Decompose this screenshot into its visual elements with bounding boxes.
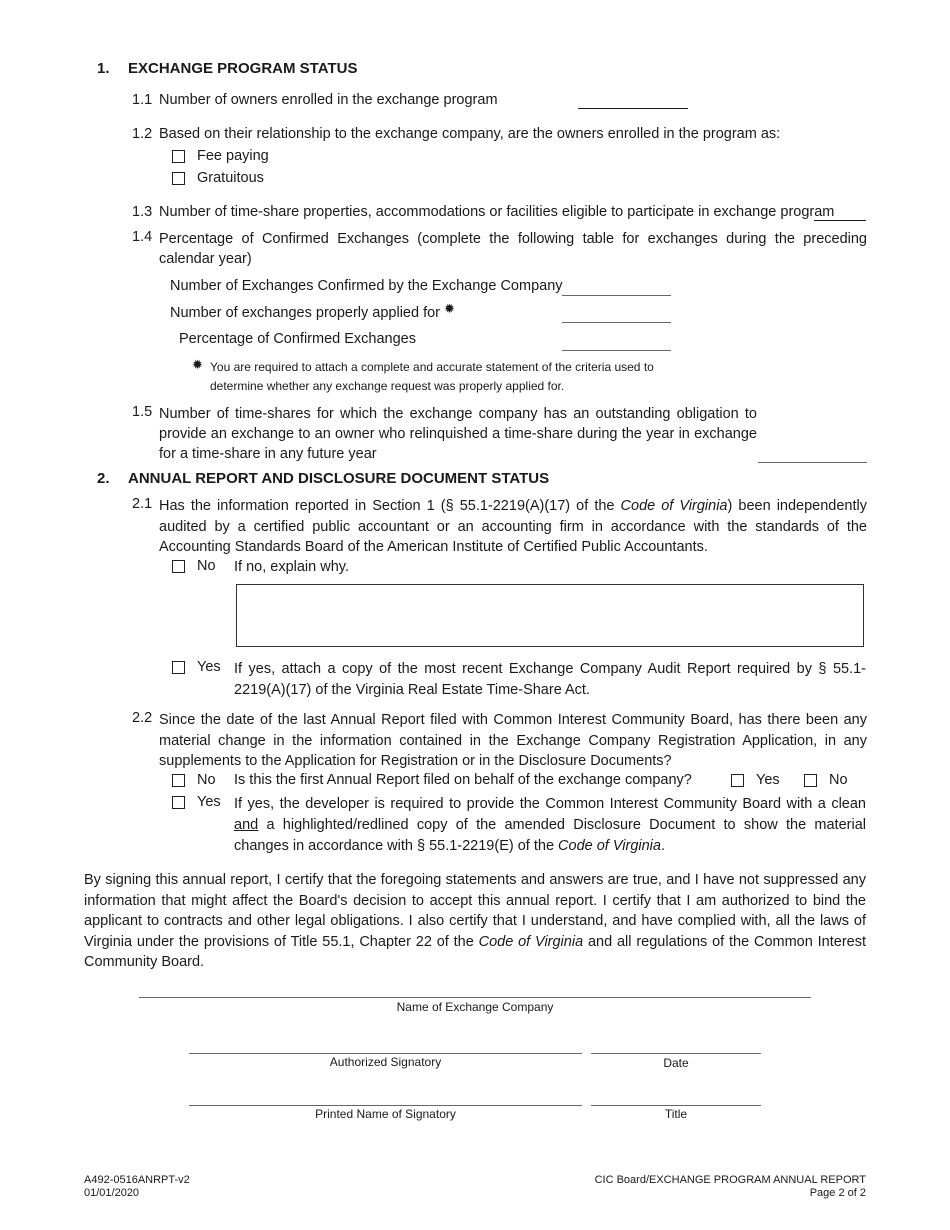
properly-applied-row-label: Number of exchanges properly applied for ✹ [170, 301, 455, 321]
item-number: 1.1 [132, 92, 153, 108]
printed-name-line[interactable] [189, 1105, 582, 1106]
material-change-no-checkbox[interactable] [172, 774, 185, 787]
footer-report-info [595, 1174, 866, 1200]
first-report-yes-label: Yes [756, 772, 780, 788]
date-caption: Date [663, 1056, 689, 1070]
first-report-question: Is this the first Annual Report filed on behalf of the exchange company? [234, 772, 692, 788]
material-change-no-label: No [197, 772, 216, 788]
audit-yes-instructions: If yes, attach a copy of the most recent Exchange Company Audit Report required by § 55.1-2219(A)(17) of the Virginia Real Estate Time-Share Act. [234, 661, 866, 698]
section-1-number: 1. [97, 60, 110, 77]
material-change-yes-instructions: If yes, the developer is required to provide the Common Interest Community Board with a clean and a highlighted/redlined copy of the amended Disclosure Document to show the material changes in accordance with § 55.1-2219(E) of the Code of Virginia. [234, 796, 866, 854]
printed-name-caption: Printed Name of Signatory [315, 1107, 456, 1121]
fee-paying-checkbox[interactable] [172, 150, 185, 163]
relationship-question: Based on their relationship to the exchange company, are the owners enrolled in the program as: [159, 126, 781, 142]
audit-no-checkbox[interactable] [172, 560, 185, 573]
item-number: 1.5 [132, 404, 153, 420]
audit-no-explain-label: If no, explain why. [234, 559, 349, 575]
audit-explanation-textarea[interactable] [236, 584, 864, 647]
authorized-signatory-caption: Authorized Signatory [329, 1055, 442, 1069]
form-id: A492-0516ANRPT-v2 [84, 1174, 190, 1186]
date-line[interactable] [591, 1053, 761, 1054]
section-2-number: 2. [97, 470, 110, 487]
form-date: 01/01/2020 [84, 1187, 140, 1199]
title-caption: Title [664, 1107, 688, 1121]
authorized-signatory-line[interactable] [189, 1053, 582, 1054]
material-change-question: Since the date of the last Annual Report filed with Common Interest Community Board, has there been any material change in the information contained in the Exchange Company Registration Application, in any supplements to the Application for Registration or in the Disclosure Documents? [159, 712, 867, 769]
audit-yes-label: Yes [197, 659, 221, 675]
outstanding-obligation-label: Number of time-shares for which the exchange company has an outstanding obligation to provide an exchange to an owner who relinquished a time-share during the year in exchange for a time-share in any future year [159, 406, 757, 462]
material-change-yes-checkbox[interactable] [172, 796, 185, 809]
certification-statement: By signing this annual report, I certify that the foregoing statements and answers are true, and I have not suppressed any information that might affect the Board's decision to accept this annual report. I certify that I am authorized to bind the applicant to contracts and other legal obligations. I also certify that I understand, and have complied with, all the laws of Virginia under the provisions of Title 55.1, Chapter 22 of the Code of Virginia and all regulations of the Common Interest Community Board. [84, 872, 866, 970]
item-number: 2.1 [132, 496, 153, 512]
confirmed-exchanges-row-label: Number of Exchanges Confirmed by the Exchange Company [170, 278, 563, 294]
item-number: 1.4 [132, 229, 153, 245]
material-change-yes-label: Yes [197, 794, 221, 810]
owners-enrolled-label: Number of owners enrolled in the exchange program [159, 92, 498, 108]
properly-applied-field[interactable] [562, 322, 671, 323]
company-name-line[interactable] [139, 997, 811, 998]
eligible-properties-field[interactable] [814, 220, 866, 221]
first-report-yes-checkbox[interactable] [731, 774, 744, 787]
audit-yes-checkbox[interactable] [172, 661, 185, 674]
company-name-caption: Name of Exchange Company [396, 1000, 554, 1014]
audit-question: Has the information reported in Section 1 (§ 55.1-2219(A)(17) of the Code of Virginia) been independently audited by a certified public accountant or an accounting firm in accordance with the standards of the Accounting Standards Board of the American Institute of Certified Public Accountants. [159, 498, 867, 555]
item-number: 1.2 [132, 126, 153, 142]
gratuitous-label: Gratuitous [197, 170, 264, 186]
section-1-title: EXCHANGE PROGRAM STATUS [128, 60, 358, 77]
first-report-no-checkbox[interactable] [804, 774, 817, 787]
report-name: CIC Board/EXCHANGE PROGRAM ANNUAL REPORT [594, 1174, 866, 1186]
criteria-note: You are required to attach a complete and accurate statement of the criteria used to determine whether any exchange request was properly applied for. [210, 360, 654, 393]
first-report-no-label: No [829, 772, 848, 788]
owners-enrolled-field[interactable] [578, 108, 688, 109]
gratuitous-checkbox[interactable] [172, 172, 185, 185]
fee-paying-label: Fee paying [197, 148, 269, 164]
title-line[interactable] [591, 1105, 761, 1106]
footer-form-info [84, 1174, 190, 1200]
asterisk-icon: ✹ [444, 301, 455, 316]
section-2-title: ANNUAL REPORT AND DISCLOSURE DOCUMENT STATUS [128, 470, 550, 487]
item-number: 1.3 [132, 204, 153, 220]
percentage-row-label: Percentage of Confirmed Exchanges [179, 331, 416, 347]
confirmed-exchanges-field[interactable] [562, 295, 671, 296]
audit-no-label: No [197, 558, 216, 574]
page-number: Page 2 of 2 [809, 1187, 866, 1199]
eligible-properties-label: Number of time-share properties, accommodations or facilities eligible to participate in exchange program [159, 204, 835, 220]
confirmed-exchanges-instructions: Percentage of Confirmed Exchanges (complete the following table for exchanges during the preceding calendar year) [159, 231, 867, 267]
item-number: 2.2 [132, 710, 153, 726]
percentage-field[interactable] [562, 350, 671, 351]
asterisk-icon: ✹ [192, 357, 203, 372]
outstanding-obligation-field[interactable] [758, 462, 867, 463]
